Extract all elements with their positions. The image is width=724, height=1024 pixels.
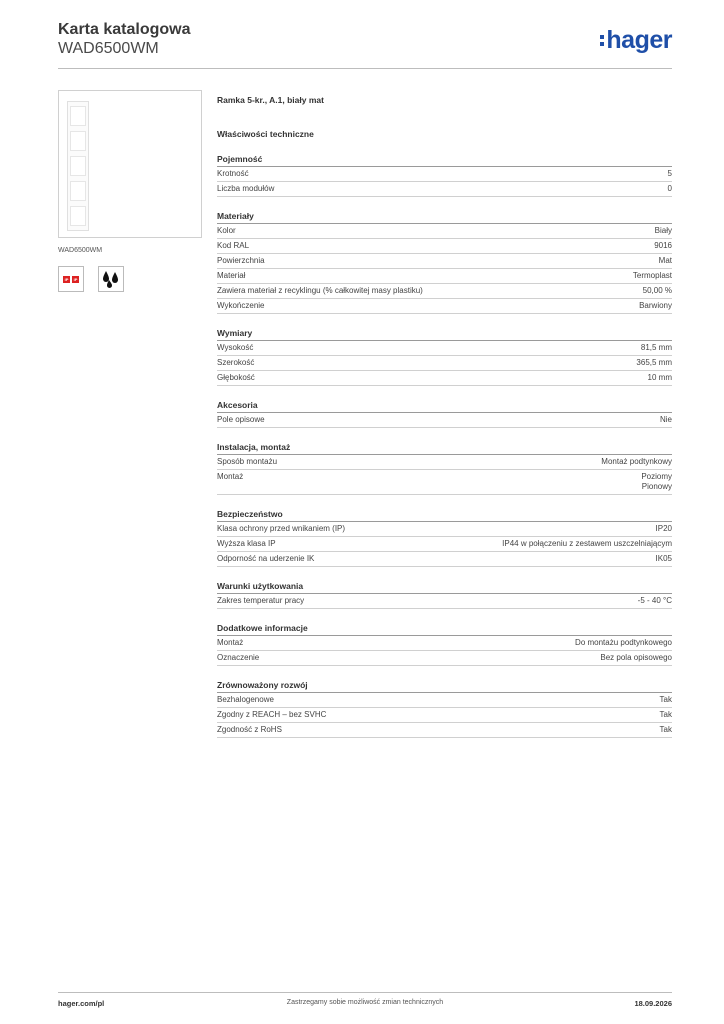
spec-value: Tak (659, 695, 672, 704)
spec-section (217, 442, 672, 495)
spec-sections (217, 154, 672, 738)
footer-divider (58, 992, 672, 993)
spec-value: Mat (658, 256, 672, 265)
spec-label: Odporność na uderzenie IK (217, 554, 315, 563)
spec-row (217, 356, 672, 371)
logo-dots-icon (600, 35, 604, 46)
spec-label: Wysokość (217, 343, 254, 352)
document-title: Karta katalogowa (58, 21, 191, 38)
spec-value: Termoplast (632, 271, 672, 280)
spec-label: Kod RAL (217, 241, 250, 250)
image-caption: WAD6500WM (58, 247, 103, 254)
spec-label: Bezhalogenowe (217, 695, 274, 704)
spec-label: Powierzchnia (217, 256, 265, 265)
spec-label: Pole opisowe (217, 415, 265, 424)
spec-row (217, 552, 672, 567)
spec-value: 9016 (654, 241, 672, 250)
spec-section (217, 680, 672, 738)
spec-value: Tak (659, 710, 672, 719)
spec-row (217, 224, 672, 239)
hager-logo (600, 26, 672, 55)
spec-row (217, 455, 672, 470)
spec-label: Zawiera materiał z recyklingu (% całkowitej masy plastiku) (217, 286, 423, 295)
spec-row (217, 723, 672, 738)
certification-icons (58, 266, 202, 292)
spec-label: Zgodność z RoHS (217, 725, 282, 734)
spec-section (217, 328, 672, 386)
section-title: Pojemność (217, 154, 263, 164)
logo-text: hager (606, 26, 672, 54)
spec-value: 365,5 mm (636, 358, 672, 367)
spec-label: Głębokość (217, 373, 255, 382)
spec-label: Zgodny z REACH – bez SVHC (217, 710, 327, 719)
spec-row (217, 594, 672, 609)
ip-badge-label: IP (64, 276, 69, 282)
page-header (58, 20, 672, 70)
spec-label: Liczba modułów (217, 184, 275, 193)
product-name: Ramka 5-kr., A.1, biały mat (217, 95, 324, 105)
spec-section (217, 154, 672, 197)
section-title: Wymiary (217, 328, 253, 338)
spec-value: Do montażu podtynkowego (575, 638, 672, 647)
spec-row (217, 470, 672, 495)
spec-row (217, 371, 672, 386)
specification-column (217, 90, 672, 738)
spec-label: Montaż (217, 472, 244, 481)
section-title: Materiały (217, 211, 254, 221)
spec-label: Materiał (217, 271, 246, 280)
header-divider (58, 68, 672, 69)
section-title: Warunki użytkowania (217, 581, 304, 591)
spec-row (217, 239, 672, 254)
spec-row (217, 708, 672, 723)
spec-section (217, 211, 672, 314)
ip-badge-label: IP (73, 276, 78, 282)
footer-date: 18.09.2026 (634, 999, 672, 1008)
water-drops-icon (98, 266, 124, 292)
spec-value: Tak (659, 725, 672, 734)
spec-row (217, 254, 672, 269)
spec-label: Wykończenie (217, 301, 265, 310)
spec-row (217, 522, 672, 537)
spec-value: Biały (654, 226, 672, 235)
page-footer (58, 992, 672, 1012)
product-code: WAD6500WM (58, 40, 159, 57)
section-title: Dodatkowe informacje (217, 623, 308, 633)
spec-label: Oznaczenie (217, 653, 260, 662)
section-title: Zrównoważony rozwój (217, 680, 308, 690)
product-media-column (58, 90, 202, 292)
spec-label: Sposób montażu (217, 457, 278, 466)
spec-label: Szerokość (217, 358, 255, 367)
spec-row (217, 413, 672, 428)
section-title: Akcesoria (217, 400, 258, 410)
spec-value: Nie (659, 415, 672, 424)
spec-label: Zakres temperatur pracy (217, 596, 305, 605)
spec-label: Krotność (217, 169, 249, 178)
spec-label: Wyższa klasa IP (217, 539, 276, 548)
spec-value: 81,5 mm (640, 343, 672, 352)
spec-row (217, 182, 672, 197)
properties-title: Właściwości techniczne (217, 129, 314, 139)
spec-value: IK05 (655, 554, 672, 563)
ip-rating-icon (58, 266, 84, 292)
footer-website: hager.com/pl (58, 999, 105, 1008)
spec-value: 5 (667, 169, 672, 178)
frame-illustration (67, 101, 89, 231)
spec-row (217, 537, 672, 552)
spec-section (217, 623, 672, 666)
spec-value: 50,00 % (642, 286, 672, 295)
spec-row (217, 341, 672, 356)
spec-row (217, 636, 672, 651)
spec-section (217, 581, 672, 609)
spec-value: 0 (667, 184, 672, 193)
spec-value: Montaż podtynkowy (601, 457, 672, 466)
spec-value: Barwiony (639, 301, 672, 310)
spec-row (217, 651, 672, 666)
spec-value: IP20 (655, 524, 672, 533)
spec-section (217, 509, 672, 567)
spec-value: IP44 w połączeniu z zestawem uszczelniającym (502, 539, 672, 548)
product-image (58, 90, 202, 238)
spec-value: Bez pola opisowego (600, 653, 672, 662)
spec-value: Poziomy Pionowy (641, 472, 672, 491)
spec-value: -5 - 40 °C (637, 596, 672, 605)
section-title: Bezpieczeństwo (217, 509, 283, 519)
spec-row (217, 299, 672, 314)
spec-value: 10 mm (647, 373, 672, 382)
spec-row (217, 167, 672, 182)
spec-row (217, 693, 672, 708)
spec-label: Klasa ochrony przed wnikaniem (IP) (217, 524, 346, 533)
spec-label: Montaż (217, 638, 244, 647)
footer-disclaimer: Zastrzegamy sobie możliwość zmian technicznych (286, 999, 444, 1006)
spec-row (217, 284, 672, 299)
spec-section (217, 400, 672, 428)
spec-label: Kolor (217, 226, 236, 235)
section-title: Instalacja, montaż (217, 442, 291, 452)
spec-row (217, 269, 672, 284)
